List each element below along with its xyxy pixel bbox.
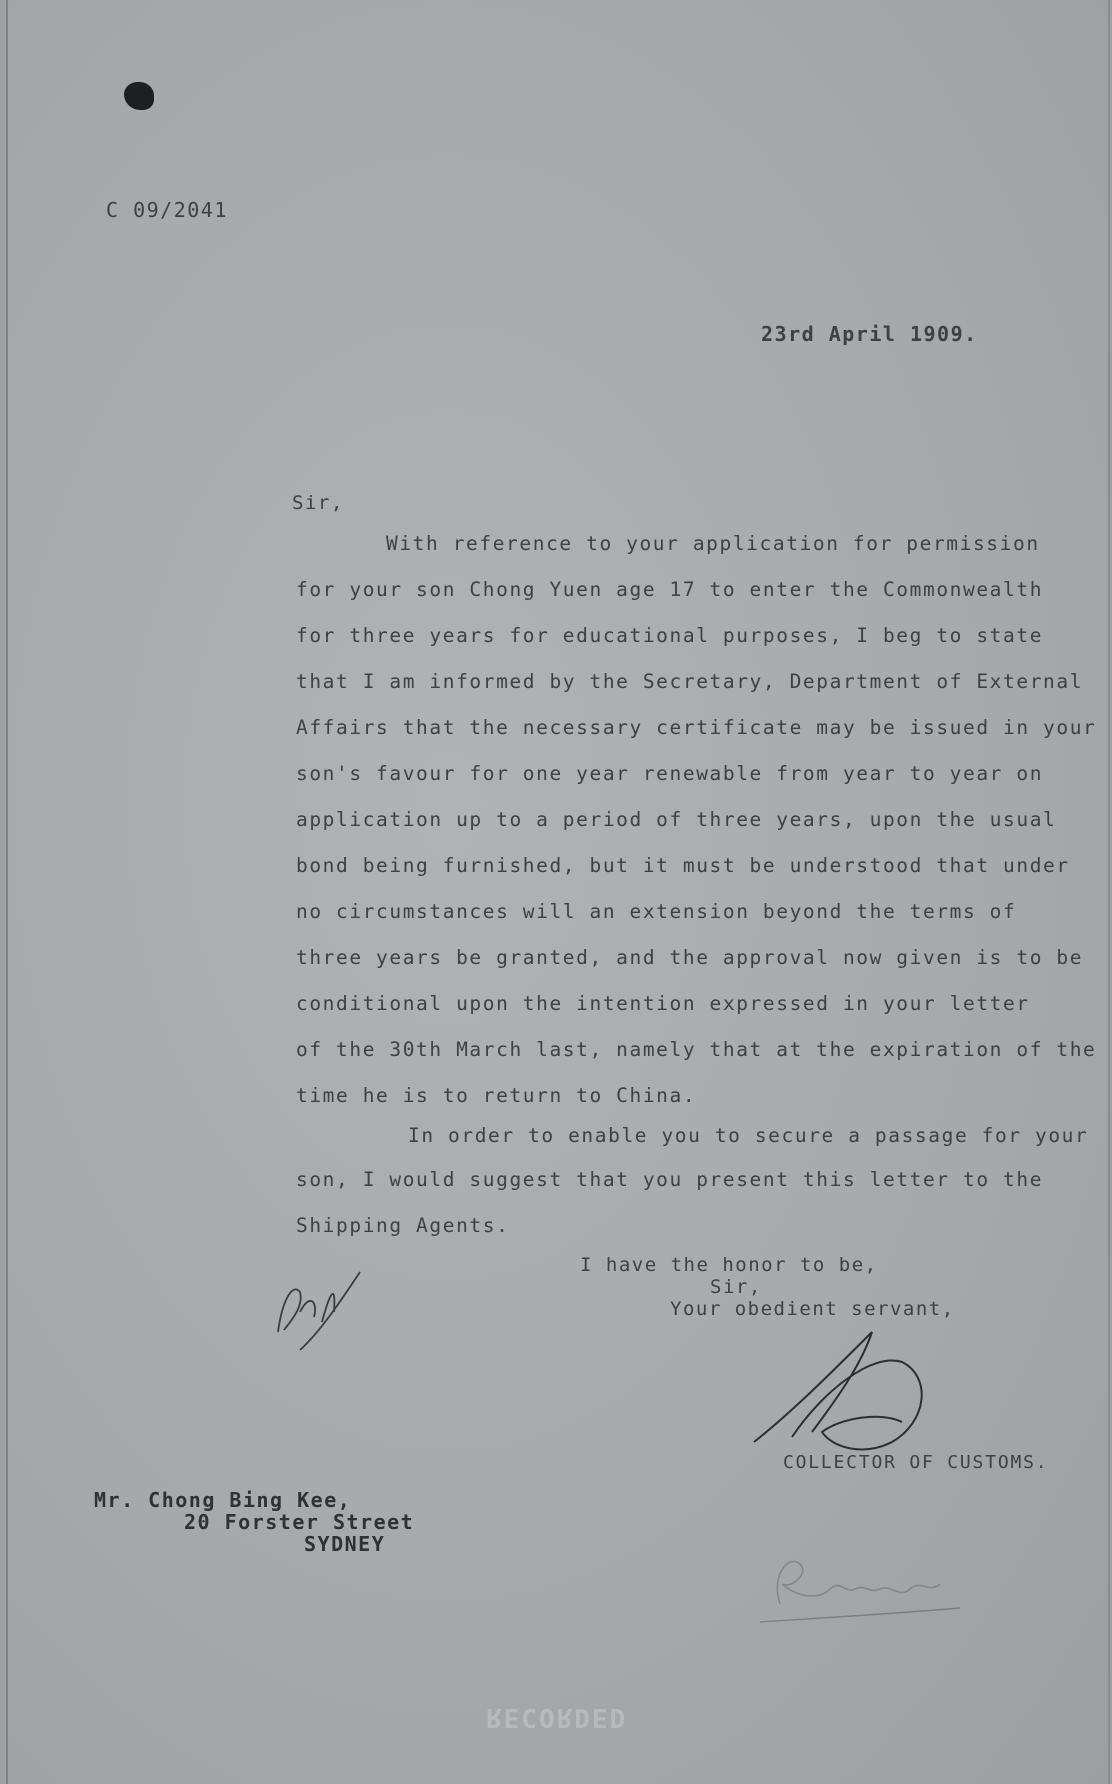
addressee-street: 20 Forster Street — [184, 1510, 415, 1534]
salutation: Sir, — [292, 492, 344, 514]
closing-line: Your obedient servant, — [670, 1298, 955, 1320]
body-line: no circumstances will an extension beyond the terms of — [296, 900, 1017, 923]
reference-number: C 09/2041 — [106, 198, 228, 222]
signatory-title: COLLECTOR OF CUSTOMS. — [783, 1452, 1049, 1473]
body-line: three years be granted, and the approval now given is to be — [296, 946, 1084, 969]
letter-sheet — [6, 0, 1110, 1784]
signature-drawing — [752, 1322, 952, 1462]
closing-line: I have the honor to be, — [580, 1254, 878, 1276]
body-line: son, I would suggest that you present this letter to the — [296, 1168, 1044, 1191]
body-line: time he is to return to China. — [296, 1084, 697, 1107]
body-line: Shipping Agents. — [296, 1214, 510, 1237]
letter-date: 23rd April 1909. — [761, 322, 978, 346]
body-line: bond being furnished, but it must be understood that under — [296, 854, 1070, 877]
body-line: application up to a period of three years, upon the usual — [296, 808, 1057, 831]
body-line: for your son Chong Yuen age 17 to enter the Commonwealth — [296, 578, 1044, 601]
body-line: that I am informed by the Secretary, Department of External — [296, 670, 1084, 693]
faint-stamp: RECORDED — [486, 1702, 628, 1732]
ink-blot — [124, 82, 154, 110]
body-line: With reference to your application for permission — [386, 532, 1040, 555]
body-line: conditional upon the intention expressed in your letter — [296, 992, 1030, 1015]
handwritten-initials-drawing — [270, 1262, 370, 1352]
addressee-city: SYDNEY — [304, 1532, 386, 1556]
addressee-name: Mr. Chong Bing Kee, — [94, 1488, 352, 1512]
body-line: In order to enable you to secure a passage for your — [408, 1124, 1089, 1147]
handwritten-note-drawing — [760, 1544, 960, 1624]
body-line: of the 30th March last, namely that at the expiration of the — [296, 1038, 1097, 1061]
closing-line: Sir, — [710, 1276, 762, 1298]
body-line: Affairs that the necessary certificate may be issued in your — [296, 716, 1097, 739]
body-line: for three years for educational purposes, I beg to state — [296, 624, 1044, 647]
body-line: son's favour for one year renewable from year to year on — [296, 762, 1044, 785]
